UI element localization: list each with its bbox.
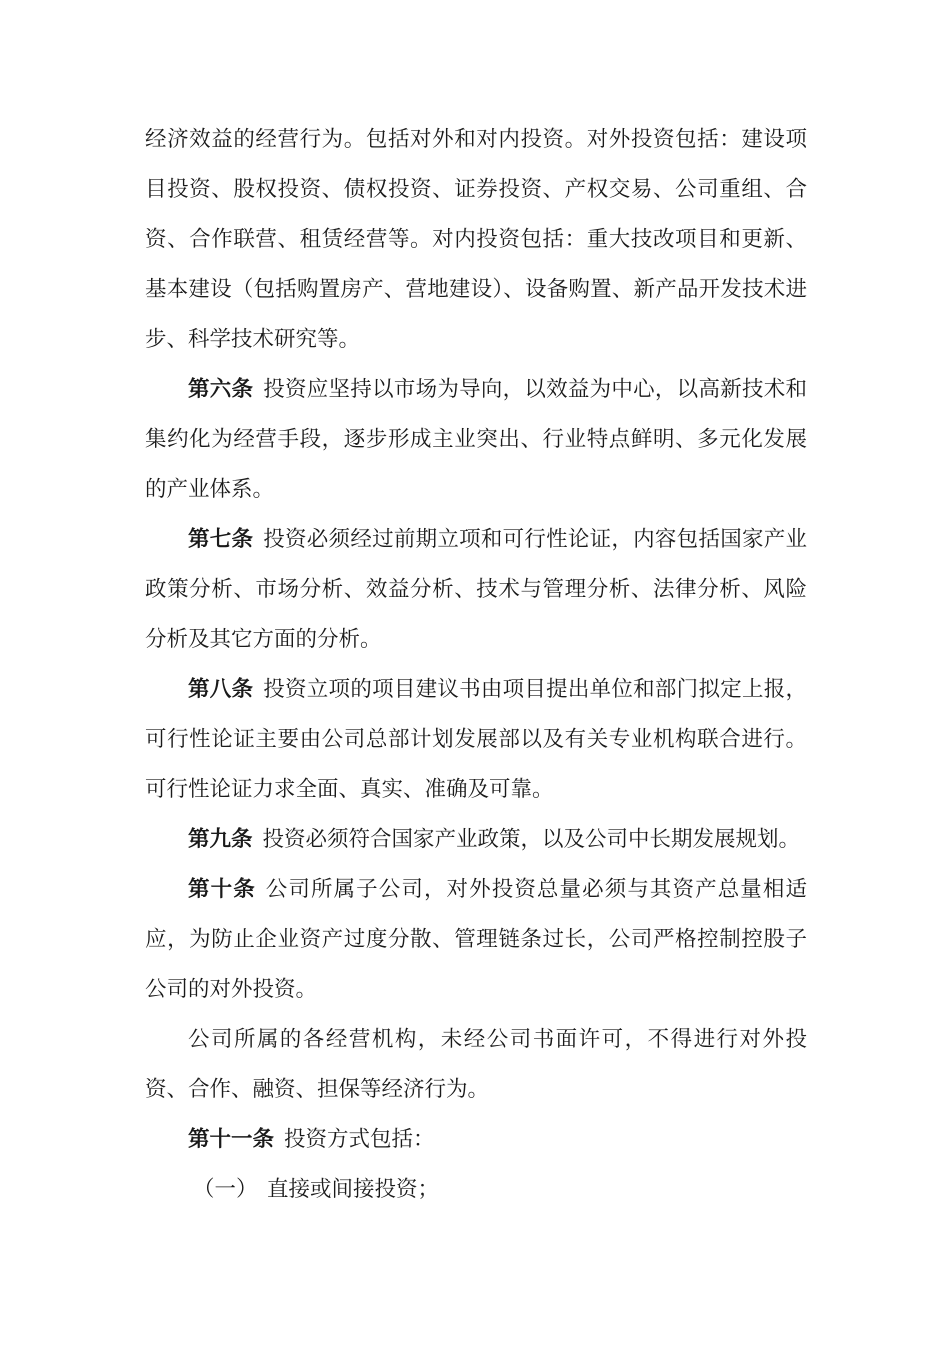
paragraph-text: 投资立项的项目建议书由项目提出单位和部门拟定上报，可行性论证主要由公司总部计划发展部以及有关专业机构联合进行。可行性论证力求全面、真实、准确及可靠。 <box>145 677 807 802</box>
paragraph-text: 公司所属子公司，对外投资总量必须与其资产总量相适应，为防止企业资产过度分散、管理链条过长，公司严格控制控股子公司的对外投资。 <box>145 877 807 1002</box>
paragraph-article-10-continued <box>145 1015 807 1115</box>
paragraph-text: 投资必须经过前期立项和可行性论证，内容包括国家产业政策分析、市场分析、效益分析、技术与管理分析、法律分析、风险分析及其它方面的分析。 <box>145 527 807 652</box>
paragraph-article-8 <box>145 665 807 815</box>
paragraph-article-9 <box>145 815 807 865</box>
paragraph-article-7 <box>145 515 807 665</box>
paragraph-article-11 <box>145 1115 807 1165</box>
paragraph-intro-continued <box>145 115 807 365</box>
paragraph-text: 投资应坚持以市场为导向，以效益为中心，以高新技术和集约化为经营手段，逐步形成主业突出、行业特点鲜明、多元化发展的产业体系。 <box>145 377 807 502</box>
paragraph-text: 公司所属的各经营机构，未经公司书面许可，不得进行对外投资、合作、融资、担保等经济行为。 <box>145 1027 807 1102</box>
paragraph-article-10 <box>145 865 807 1015</box>
article-title: 第十一条 <box>188 1127 275 1152</box>
list-item-text: 直接或间接投资； <box>267 1177 440 1202</box>
article-title: 第八条 <box>188 677 254 702</box>
document-page <box>145 115 807 1215</box>
list-item <box>145 1165 807 1215</box>
article-title: 第十条 <box>188 877 256 902</box>
article-title: 第七条 <box>188 527 254 552</box>
article-title: 第六条 <box>188 377 254 402</box>
article-title: 第九条 <box>188 827 253 852</box>
paragraph-text: 投资方式包括： <box>284 1127 435 1152</box>
paragraph-article-6 <box>145 365 807 515</box>
list-marker: （一） <box>193 1177 258 1202</box>
paragraph-text: 经济效益的经营行为。包括对外和对内投资。对外投资包括：建设项目投资、股权投资、债权投资、证券投资、产权交易、公司重组、合资、合作联营、租赁经营等。对内投资包括：重大技改项目和更新、基本建设（包括购置房产、营地建设）、设备购置、新产品开发技术进步、科学技术研究等。 <box>145 127 807 352</box>
paragraph-text: 投资必须符合国家产业政策，以及公司中长期发展规划。 <box>262 827 801 852</box>
